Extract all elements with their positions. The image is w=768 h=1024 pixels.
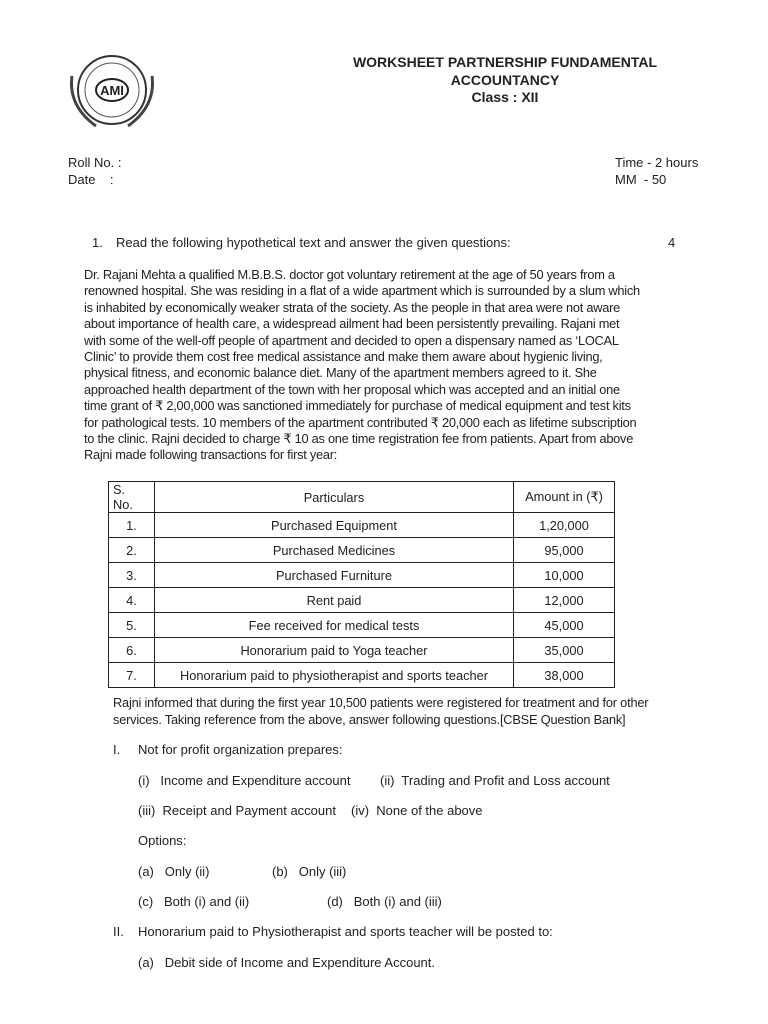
table-row <box>109 638 615 663</box>
cell-particulars: Honorarium paid to Yoga teacher <box>155 638 514 663</box>
options-label: Options: <box>138 833 187 848</box>
paragraph-line: physical fitness, and economic balance diet. Many of the apartment members agreed to it. She <box>84 365 597 381</box>
option-iv: (iv) None of the above <box>351 803 483 818</box>
table-row <box>109 563 615 588</box>
cell-amount: 95,000 <box>514 538 615 563</box>
cell-amount: 10,000 <box>514 563 615 588</box>
option-ii: (ii) Trading and Profit and Loss account <box>380 773 610 788</box>
title-line-1: WORKSHEET PARTNERSHIP FUNDAMENTAL <box>352 54 658 70</box>
cell-sno: 1. <box>109 513 155 538</box>
option-c: (c) Both (i) and (ii) <box>138 894 250 909</box>
paragraph-line: Dr. Rajani Mehta a qualified M.B.B.S. doctor got voluntary retirement at the age of 50 years from a <box>84 267 615 282</box>
transactions-table <box>108 481 615 688</box>
question-number: 1. <box>92 235 103 250</box>
option-d: (d) Both (i) and (iii) <box>327 894 442 909</box>
paragraph-line: is inhabited by economically weaker strata of the society. As the people in that area were not aware <box>84 299 621 315</box>
cell-particulars: Rent paid <box>155 588 514 613</box>
question-text: Read the following hypothetical text and answer the given questions: <box>116 235 511 250</box>
question-I-text: Not for profit organization prepares: <box>138 742 343 757</box>
header-amount: Amount in (₹) <box>514 482 615 513</box>
question-marks: 4 <box>668 235 676 250</box>
cell-amount: 38,000 <box>514 663 615 688</box>
header-particulars: Particulars <box>155 482 514 513</box>
cell-sno: 4. <box>109 588 155 613</box>
option-b: (b) Only (iii) <box>272 864 347 879</box>
cell-sno: 6. <box>109 638 155 663</box>
cell-particulars: Purchased Medicines <box>155 538 514 563</box>
paragraph-line: renowned hospital. She was residing in a flat of a wide apartment which is surrounded by a slum which <box>84 283 640 299</box>
after-table-line-2: services. Taking reference from the above, answer following questions.[CBSE Question Bank] <box>113 712 626 727</box>
ami-logo <box>62 46 162 138</box>
cell-sno: 5. <box>109 613 155 638</box>
cell-amount: 45,000 <box>514 613 615 638</box>
paragraph-line: about importance of health care, a widespread ailment had been persistently prevailing. Rajani met <box>84 316 620 332</box>
option-a: (a) Only (ii) <box>138 864 210 879</box>
cell-sno: 7. <box>109 663 155 688</box>
table-row <box>109 588 615 613</box>
case-paragraph <box>84 267 640 464</box>
cell-sno: 3. <box>109 563 155 588</box>
svg-text:AMI: AMI <box>100 83 124 98</box>
cell-particulars: Fee received for medical tests <box>155 613 514 638</box>
question-I-number: I. <box>113 742 121 757</box>
paragraph-line: for pathological tests. 10 members of the apartment contributed ₹ 20,000 each as lifetime subscription <box>84 414 637 430</box>
table-header-row <box>109 482 615 513</box>
paragraph-line: with some of the well-off people of apartment and decided to open a dispensary named as ‘LOCAL <box>84 332 619 348</box>
header-sno: S. No. <box>109 482 155 513</box>
paragraph-line: to the clinic. Rajni decided to charge ₹ 10 as one time registration fee from patients. Apart from above <box>84 431 634 447</box>
paragraph-line: Rajni made following transactions for first year: <box>84 447 338 463</box>
option-i: (i) Income and Expenditure account <box>138 773 351 788</box>
roll-no-label: Roll No. : <box>68 155 122 170</box>
table-row <box>109 663 615 688</box>
question-II-option-a: (a) Debit side of Income and Expenditure Account. <box>138 955 436 970</box>
cell-particulars: Honorarium paid to physiotherapist and sports teacher <box>155 663 514 688</box>
paragraph-line: approached health department of the town with her proposal which was accepted and an initial one <box>84 381 620 397</box>
title-class: Class : XII <box>471 89 539 105</box>
question-II-number: II. <box>113 924 124 939</box>
table-row <box>109 613 615 638</box>
paragraph-line: time grant of ₹ 2,00,000 was sanctioned immediately for purchase of medical equipment and test kits <box>84 398 631 414</box>
time-label: Time - 2 hours <box>615 155 699 170</box>
after-table-line-1: Rajni informed that during the first year 10,500 patients were registered for treatment and for other <box>113 695 649 710</box>
cell-particulars: Purchased Furniture <box>155 563 514 588</box>
title-line-2: ACCOUNTANCY <box>450 72 560 88</box>
cell-amount: 1,20,000 <box>514 513 615 538</box>
cell-particulars: Purchased Equipment <box>155 513 514 538</box>
cell-amount: 12,000 <box>514 588 615 613</box>
max-marks-label: MM - 50 <box>615 172 667 187</box>
table-row <box>109 513 615 538</box>
date-label: Date : <box>68 172 114 187</box>
table-row <box>109 538 615 563</box>
question-II-text: Honorarium paid to Physiotherapist and sports teacher will be posted to: <box>138 924 553 939</box>
cell-sno: 2. <box>109 538 155 563</box>
paragraph-line: Clinic’ to provide them cost free medical assistance and make them aware about hygienic living, <box>84 349 603 365</box>
cell-amount: 35,000 <box>514 638 615 663</box>
option-iii: (iii) Receipt and Payment account <box>138 803 336 818</box>
